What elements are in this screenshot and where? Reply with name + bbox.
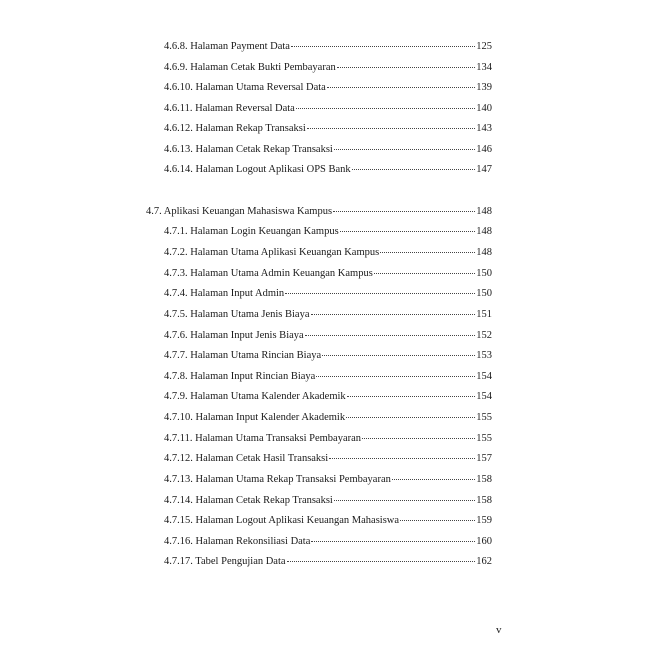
toc-entry-label: 4.7.10. Halaman Input Kalender Akademik — [164, 412, 346, 423]
toc-entry-label: 4.7.1. Halaman Login Keuangan Kampus — [164, 226, 339, 237]
toc-entry-label: 4.6.14. Halaman Logout Aplikasi OPS Bank — [164, 164, 351, 175]
toc-entry-page: 148 — [476, 247, 492, 258]
toc-entry-4-7-16[interactable] — [164, 535, 492, 549]
toc-leader-dots — [337, 66, 476, 68]
toc-entry-page: 155 — [476, 412, 492, 423]
toc-entry-4-7-2[interactable] — [164, 246, 492, 260]
toc-leader-dots — [340, 230, 476, 232]
toc-entry-4-7-9[interactable] — [164, 390, 492, 404]
toc-entry-page: 158 — [476, 474, 492, 485]
toc-entry-4-7-3[interactable] — [164, 267, 492, 281]
toc-section-page: 148 — [476, 206, 492, 217]
toc-leader-dots — [392, 478, 475, 480]
toc-entry-4-7-17[interactable] — [164, 555, 492, 569]
toc-entry-page: 154 — [476, 391, 492, 402]
toc-entry-page: 150 — [476, 268, 492, 279]
toc-entry-page: 152 — [476, 330, 492, 341]
toc-entry-4-7-13[interactable] — [164, 473, 492, 487]
toc-leader-dots — [305, 334, 476, 336]
toc-entry-page: 143 — [476, 123, 492, 134]
toc-leader-dots — [307, 127, 476, 129]
toc-entry-label: 4.7.4. Halaman Input Admin — [164, 288, 285, 299]
toc-entry-label: 4.7.13. Halaman Utama Rekap Transaksi Pembayaran — [164, 474, 391, 485]
toc-leader-dots — [352, 168, 476, 170]
page-number: v — [496, 624, 502, 636]
toc-entry-4-7-4[interactable] — [164, 287, 492, 301]
toc-leader-dots — [311, 540, 475, 542]
toc-leader-dots — [329, 457, 475, 459]
toc-entry-page: 148 — [476, 226, 492, 237]
toc-entry-page: 134 — [476, 62, 492, 73]
toc-entry-page: 162 — [476, 556, 492, 567]
toc-entry-4-7-12[interactable] — [164, 452, 492, 466]
toc-entry-4-6-10[interactable] — [164, 81, 492, 95]
toc-leader-dots — [316, 375, 475, 377]
toc-entry-4-7-8[interactable] — [164, 370, 492, 384]
toc-entry-4-6-9[interactable] — [164, 61, 492, 75]
toc-entry-label: 4.7.6. Halaman Input Jenis Biaya — [164, 330, 304, 341]
toc-leader-dots — [327, 86, 475, 88]
toc-leader-dots — [285, 292, 475, 294]
toc-entry-page: 125 — [476, 41, 492, 52]
toc-entry-page: 146 — [476, 144, 492, 155]
toc-entry-label: 4.7.8. Halaman Input Rincian Biaya — [164, 371, 316, 382]
toc-entry-label: 4.6.10. Halaman Utama Reversal Data — [164, 82, 326, 93]
toc-leader-dots — [333, 210, 475, 212]
toc-entry-label: 4.6.12. Halaman Rekap Transaksi — [164, 123, 306, 134]
toc-entry-label: 4.6.11. Halaman Reversal Data — [164, 103, 295, 114]
toc-entry-page: 159 — [476, 515, 492, 526]
toc-entry-label: 4.7.7. Halaman Utama Rincian Biaya — [164, 350, 322, 361]
toc-entry-page: 154 — [476, 371, 492, 382]
toc-entry-label: 4.6.13. Halaman Cetak Rekap Transaksi — [164, 144, 333, 155]
toc-entry-label: 4.7.12. Halaman Cetak Hasil Transaksi — [164, 453, 329, 464]
toc-entry-label: 4.7.11. Halaman Utama Transaksi Pembayaran — [164, 433, 362, 444]
toc-leader-dots — [287, 560, 476, 562]
toc-entry-page: 150 — [476, 288, 492, 299]
toc-entry-label: 4.7.14. Halaman Cetak Rekap Transaksi — [164, 495, 333, 506]
toc-leader-dots — [374, 272, 475, 274]
toc-entry-4-7-10[interactable] — [164, 411, 492, 425]
toc-entry-page: 157 — [476, 453, 492, 464]
toc-entry-label: 4.6.8. Halaman Payment Data — [164, 41, 290, 52]
toc-entry-4-7-15[interactable] — [164, 514, 492, 528]
toc-entry-label: 4.7.17. Tabel Pengujian Data — [164, 556, 286, 567]
toc-entry-4-7-1[interactable] — [164, 225, 492, 239]
toc-section-4-7[interactable] — [146, 205, 492, 219]
toc-entry-label: 4.7.5. Halaman Utama Jenis Biaya — [164, 309, 310, 320]
toc-entry-page: 139 — [476, 82, 492, 93]
toc-leader-dots — [296, 107, 475, 109]
toc-leader-dots — [334, 499, 475, 501]
toc-entry-page: 140 — [476, 103, 492, 114]
toc-entry-label: 4.7.16. Halaman Rekonsiliasi Data — [164, 536, 311, 547]
toc-entry-4-6-8[interactable] — [164, 40, 492, 54]
toc-entry-4-6-12[interactable] — [164, 122, 492, 136]
toc-entry-label: 4.7.2. Halaman Utama Aplikasi Keuangan Kampus — [164, 247, 380, 258]
toc-entry-4-6-13[interactable] — [164, 143, 492, 157]
toc-leader-dots — [380, 251, 475, 253]
toc-entry-page: 151 — [476, 309, 492, 320]
toc-entry-page: 147 — [476, 164, 492, 175]
toc-entry-label: 4.7.9. Halaman Utama Kalender Akademik — [164, 391, 346, 402]
toc-leader-dots — [291, 45, 475, 47]
toc-entry-4-7-6[interactable] — [164, 329, 492, 343]
toc-leader-dots — [400, 519, 475, 521]
toc-entry-4-7-11[interactable] — [164, 432, 492, 446]
toc-entry-label: 4.6.9. Halaman Cetak Bukti Pembayaran — [164, 62, 336, 73]
toc-entry-4-6-14[interactable] — [164, 163, 492, 177]
toc-entry-4-7-5[interactable] — [164, 308, 492, 322]
toc-leader-dots — [322, 354, 475, 356]
toc-entry-page: 153 — [476, 350, 492, 361]
toc-entry-label: 4.7.3. Halaman Utama Admin Keuangan Kampus — [164, 268, 373, 279]
toc-entry-page: 155 — [476, 433, 492, 444]
toc-leader-dots — [362, 437, 475, 439]
toc-leader-dots — [347, 395, 476, 397]
toc-entry-page: 158 — [476, 495, 492, 506]
toc-section-label: 4.7. Aplikasi Keuangan Mahasiswa Kampus — [146, 206, 333, 217]
toc-entry-4-6-11[interactable] — [164, 102, 492, 116]
toc-leader-dots — [334, 148, 475, 150]
toc-entry-4-7-7[interactable] — [164, 349, 492, 363]
toc-leader-dots — [346, 416, 475, 418]
toc-entry-label: 4.7.15. Halaman Logout Aplikasi Keuangan Mahasiswa — [164, 515, 400, 526]
toc-entry-4-7-14[interactable] — [164, 494, 492, 508]
toc-entry-page: 160 — [476, 536, 492, 547]
toc-leader-dots — [311, 313, 476, 315]
